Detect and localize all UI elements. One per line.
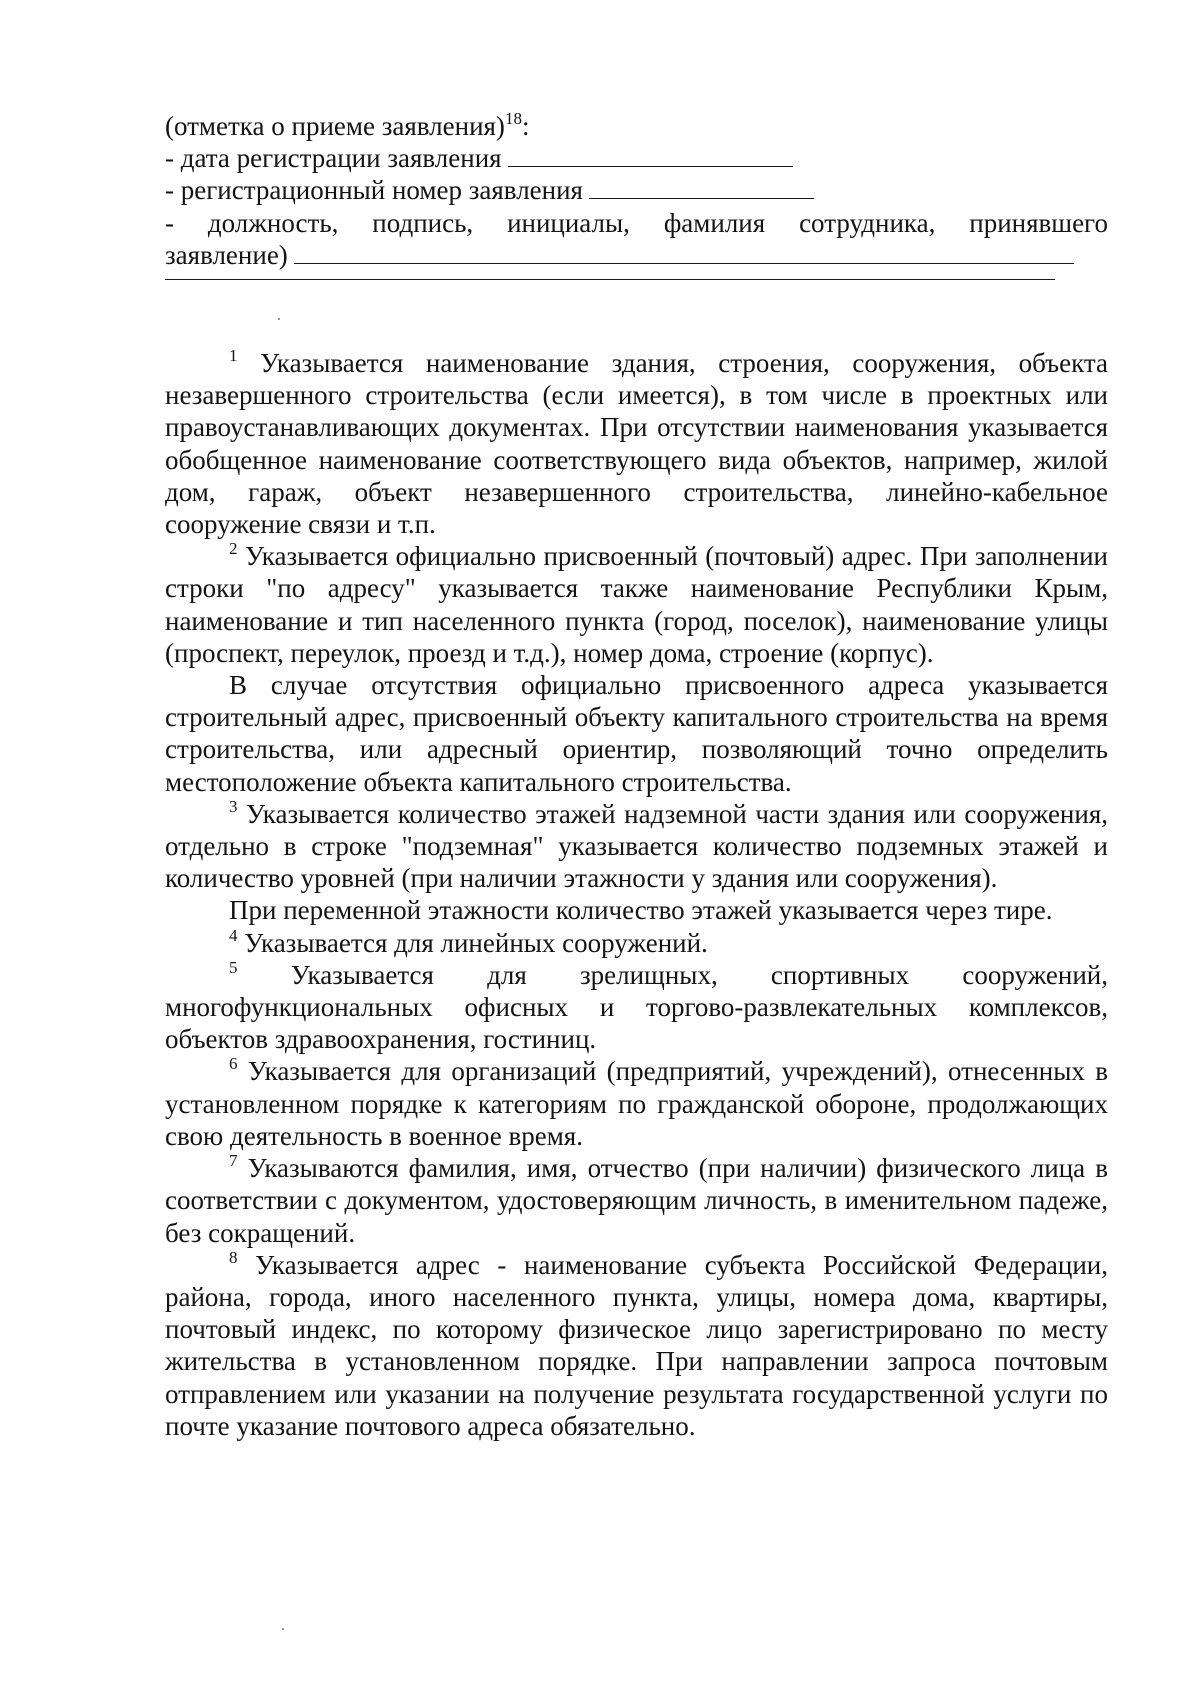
official-signature-field[interactable] <box>294 241 1074 264</box>
footnote-text: Указывается наименование здания, строения, сооружения, объекта незавершенного строительства (если имеется), в том числе в проектных или правоустанавливающих документах. При отсутствии наименования указывается обобщенное наименование соответствующего вида объектов, например, жилой дом, гараж, объект незавершенного строительства, линейно-кабельное сооружение связи и т.п. <box>165 348 1108 540</box>
footnote-5 <box>165 959 1108 1056</box>
footnote-number: 1 <box>229 346 238 366</box>
footnote-7 <box>165 1152 1108 1249</box>
official-word: принявшего <box>969 207 1108 238</box>
official-tail-row <box>165 239 1108 271</box>
official-word: инициалы, <box>507 207 630 238</box>
footnote-number: 6 <box>229 1054 238 1074</box>
official-word: сотрудника, <box>799 207 936 238</box>
scan-speck <box>278 318 280 320</box>
registration-date-field[interactable] <box>508 144 793 167</box>
registration-date-row <box>165 142 1108 174</box>
document-body <box>165 110 1108 1442</box>
official-word: подпись, <box>372 207 474 238</box>
footnote-text: Указываются фамилия, имя, отчество (при наличии) физического лица в соответствии с документом, удостоверяющим личность, в именительном падеже, без сокращений. <box>165 1153 1108 1248</box>
official-row <box>165 207 1108 239</box>
registration-number-label: - регистрационный номер заявления <box>165 175 583 206</box>
footnote-text: Указывается для организаций (предприятий, учреждений), отнесенных в установленном порядке к категориям по гражданской обороне, продолжающих свою деятельность в военное время. <box>165 1056 1108 1151</box>
official-word: - <box>165 207 174 238</box>
footnote-text: Указывается адрес - наименование субъекта Российской Федерации, района, города, иного населенного пункта, улицы, номера дома, квартиры, почтовый индекс, по которому физическое лицо зарегистрировано по месту жительства в установленном порядке. При направлении запроса почтовым отправлением или указании на получение результата государственной услуги по почте указание почтового адреса обязательно. <box>165 1249 1108 1441</box>
footnote-4 <box>165 927 1108 959</box>
footnote-number: 5 <box>229 957 238 977</box>
footnote-3 <box>165 798 1108 895</box>
footnote-3-continuation <box>165 894 1108 926</box>
footnotes-section <box>165 347 1108 1442</box>
registration-number-row <box>165 174 1108 206</box>
footnote-text: Указывается для зрелищных, спортивных сооружений, многофункциональных офисных и торгово-развлекательных комплексов, объектов здравоохранения, гостиниц. <box>165 959 1108 1055</box>
footnote-number: 8 <box>229 1247 238 1267</box>
scan-speck <box>282 1628 284 1630</box>
footnote-number: 4 <box>229 925 238 945</box>
footnote-text: В случае отсутствия официально присвоенного адреса указывается строительный адрес, присвоенный объекту капитального строительства на время строительства, или адресный ориентир, позволяющий точно определить местоположение объекта капитального строительства. <box>165 670 1108 797</box>
footnote-8 <box>165 1249 1108 1442</box>
footnote-text: При переменной этажности количество этажей указывается через тире. <box>229 895 1053 926</box>
footnote-2 <box>165 540 1108 669</box>
official-word: фамилия <box>663 207 766 238</box>
registration-heading <box>165 110 1108 142</box>
heading-colon: : <box>521 111 530 141</box>
registration-number-field[interactable] <box>589 176 814 199</box>
official-word: должность, <box>207 207 339 238</box>
registration-date-label: - дата регистрации заявления <box>165 143 502 174</box>
footnote-number: 2 <box>229 539 238 559</box>
footnote-2-continuation <box>165 669 1108 798</box>
footnote-6 <box>165 1055 1108 1152</box>
heading-footnote-ref: 18 <box>504 109 522 128</box>
footnote-text: Указывается для линейных сооружений. <box>237 927 708 958</box>
footnote-number: 3 <box>229 796 238 816</box>
footnote-text: Указывается официально присвоенный (почтовый) адрес. При заполнении строки "по адресу" указывается также наименование Республики Крым, наименование и тип населенного пункта (город, поселок), наименование улицы (проспект, переулок, проезд и т.д.), номер дома, строение (корпус). <box>165 541 1108 668</box>
heading-text: (отметка о приеме заявления) <box>165 111 505 141</box>
official-tail-label: заявление) <box>165 239 288 270</box>
footnote-1 <box>165 347 1108 540</box>
registration-block <box>165 110 1108 301</box>
footnote-text: Указывается количество этажей надземной части здания или сооружения, отдельно в строке "подземная" указывается количество подземных этажей и количество уровней (при наличии этажности у здания или сооружения). <box>165 798 1108 894</box>
footnote-number: 7 <box>229 1151 238 1171</box>
official-extra-line-row <box>165 271 1108 301</box>
official-extra-line[interactable] <box>165 279 1055 280</box>
